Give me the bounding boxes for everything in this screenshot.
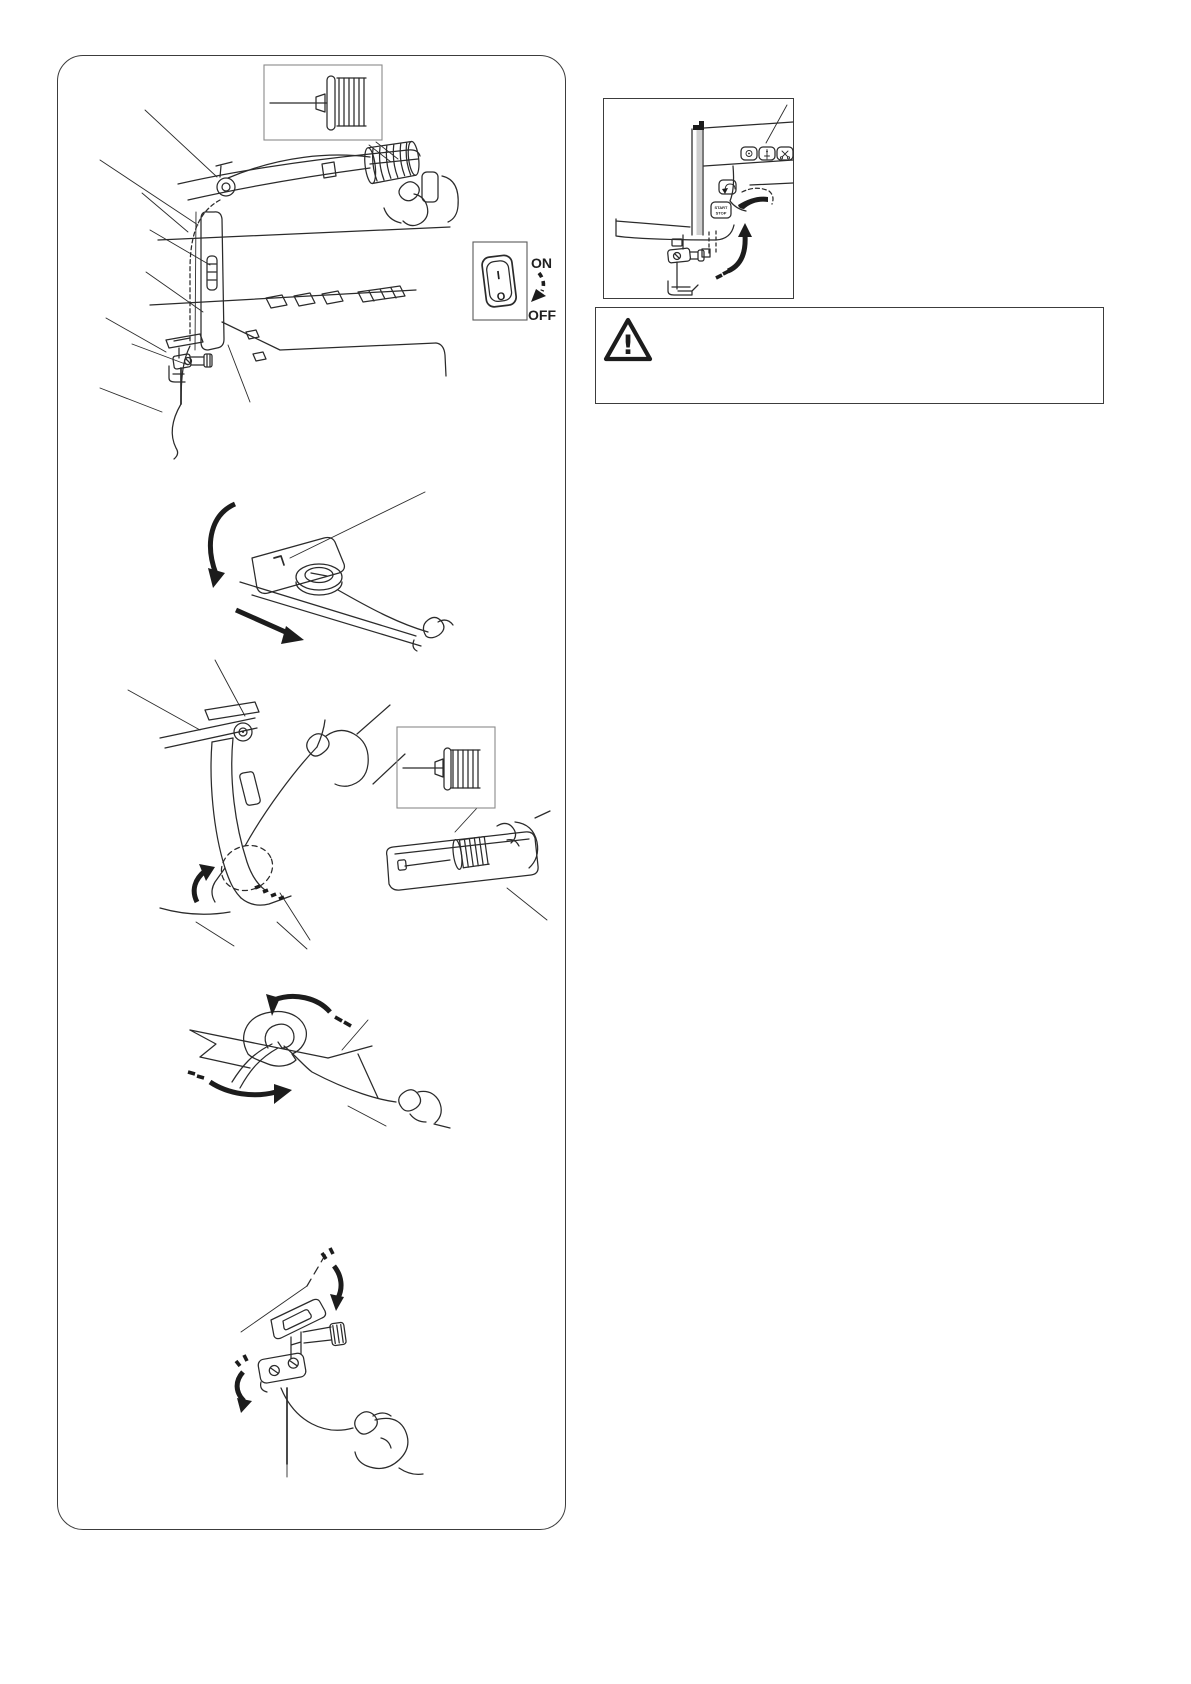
machine-arm-drawing [150, 141, 458, 459]
dot-circle-button-icon [746, 151, 752, 157]
handwheel-turn-arrow [716, 223, 752, 278]
callout-leader-lines [196, 922, 386, 1126]
scissors-button-icon [780, 151, 789, 159]
channel-drawing [160, 702, 325, 914]
needle-area-drawing [166, 334, 212, 459]
figure-control-panel [604, 99, 793, 298]
needle-button-icon [765, 150, 770, 160]
start-stop-button [711, 202, 731, 218]
rocker-power-switch [481, 254, 517, 307]
on-label: ON [531, 255, 552, 271]
figure-upper-threading [70, 60, 566, 460]
spool-inset-top [264, 65, 398, 162]
spool-placement-drawing [387, 811, 550, 890]
takeup-lever-drawing [232, 1012, 396, 1102]
rotate-arrow [208, 504, 235, 588]
warning-triangle-icon [601, 315, 655, 365]
speed-lever-drawing [738, 197, 768, 209]
callout-leader-lines [128, 660, 547, 940]
callout-leader-lines [100, 110, 250, 412]
needle-and-foot-drawing [667, 235, 704, 295]
stop-plate-drawing [240, 538, 428, 647]
machine-head-outline [616, 121, 793, 240]
warning-symbol: ! [621, 330, 635, 361]
power-switch-figure [473, 242, 556, 323]
figure-needle-clamp-threading [195, 1180, 465, 1485]
hand-holding-thread [307, 705, 405, 786]
hand-pulling-thread [355, 1412, 423, 1475]
figure-front-channel-threading [105, 650, 550, 942]
figure-takeup-lever-threading [180, 920, 472, 1128]
figure-thread-cutter-plate [178, 478, 454, 650]
switch-direction-arrow [539, 273, 543, 291]
tilt-arrow-top [322, 1248, 344, 1311]
hand-holding-thread [399, 1090, 450, 1128]
needle-clamp-drawing [257, 1299, 353, 1477]
pull-arrow [236, 610, 304, 644]
spool-inset-small [397, 727, 495, 808]
callout-leader-line [290, 492, 425, 558]
stop-label: STOP [715, 210, 727, 216]
start-label: START [714, 205, 728, 210]
off-label: OFF [528, 307, 556, 323]
function-button-row [741, 147, 793, 160]
feed-arrow [194, 864, 215, 902]
rotate-arrow-top [266, 994, 351, 1026]
switch-on-symbol: I [495, 268, 501, 283]
thread-spool [363, 141, 421, 184]
warning-box [595, 307, 1104, 404]
tilt-arrow-left [236, 1355, 252, 1413]
hand-at-spool [384, 182, 428, 226]
switch-off-symbol: O [496, 290, 507, 304]
